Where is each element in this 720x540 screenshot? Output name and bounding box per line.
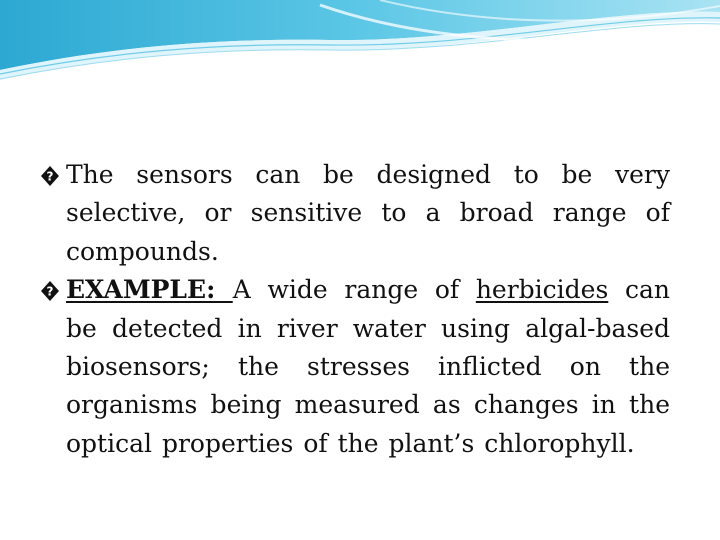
- bullet-paragraph: [40, 156, 670, 271]
- svg-text:?: ?: [46, 284, 54, 299]
- paragraph-text: The sensors can be designed to be very selective, or sensitive to a broad range of compounds.: [66, 160, 670, 266]
- unknown-glyph-icon: [40, 280, 60, 302]
- slide-body: [40, 156, 670, 463]
- unknown-glyph-icon: [40, 165, 60, 187]
- paragraph-lead: A wide range of: [232, 275, 476, 305]
- bullet-paragraph: [40, 271, 670, 463]
- example-label: EXAMPLE:: [66, 275, 233, 305]
- paragraph-text: can be detected in river water using algal-based biosensors; the stresses inflicted on the organisms being measured as changes in the optical properties of the plant’s chlorophyll.: [66, 275, 670, 458]
- svg-text:?: ?: [46, 169, 54, 184]
- header-wave-decoration: [0, 0, 720, 90]
- herbicides-term: herbicides: [475, 275, 609, 305]
